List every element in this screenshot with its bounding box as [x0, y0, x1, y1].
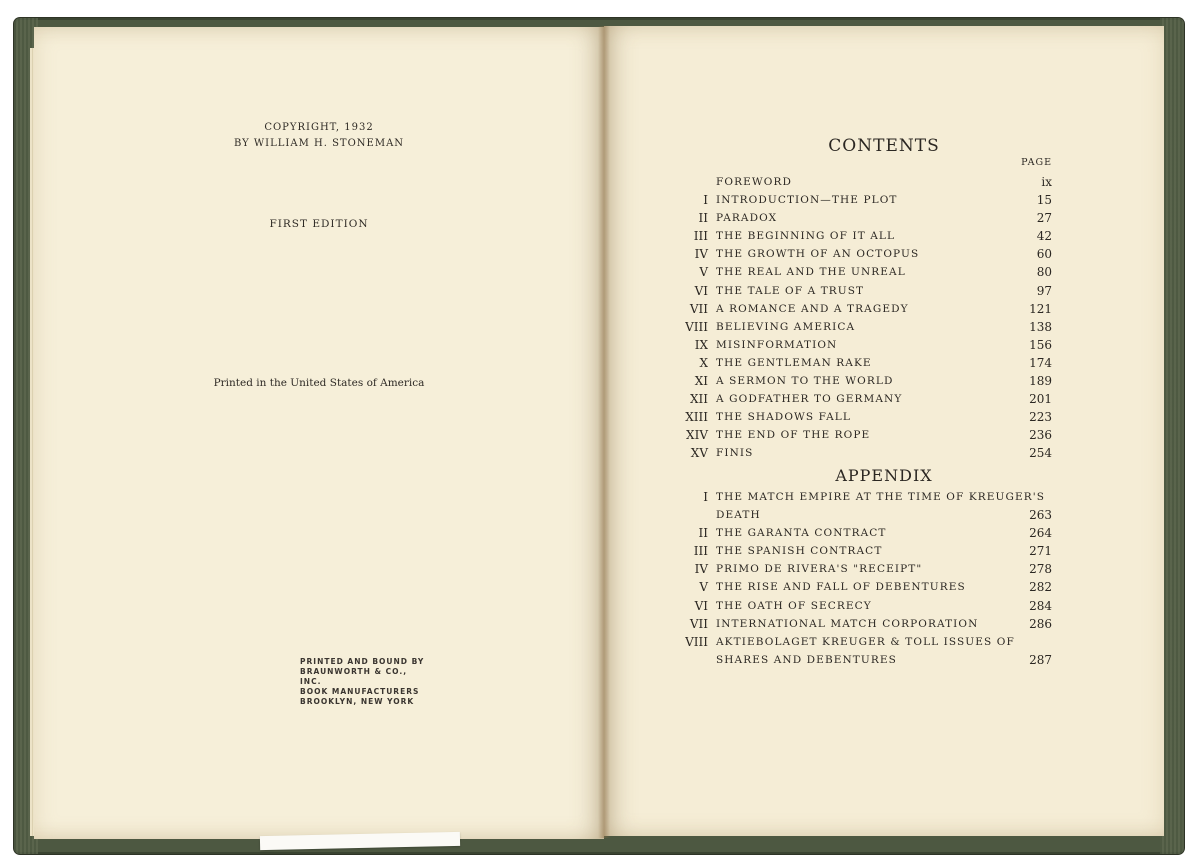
toc-entry [650, 300, 1060, 318]
toc-entry [650, 390, 1060, 408]
toc-entry-title: INTRODUCTION—THE PLOT [716, 194, 898, 207]
toc-entry-number: II [698, 526, 708, 541]
toc-entry-page: 80 [1036, 265, 1052, 280]
contents-list [650, 173, 1060, 463]
toc-entry-number: IX [694, 337, 708, 352]
toc-entry-page: 271 [1029, 544, 1052, 559]
toc-entry-number: III [693, 544, 708, 559]
toc-entry-title: THE GENTLEMAN RAKE [716, 356, 872, 369]
printer-line: BROOKLYN, NEW YORK [300, 697, 415, 706]
toc-entry [650, 488, 1060, 506]
toc-entry [650, 245, 1060, 263]
copyright-line: COPYRIGHT, 1932 [264, 122, 374, 133]
toc-entry-title: THE GROWTH OF AN OCTOPUS [716, 248, 920, 261]
toc-entry-page: 121 [1029, 301, 1052, 316]
toc-entry-title: INTERNATIONAL MATCH CORPORATION [716, 617, 979, 630]
toc-entry [650, 597, 1060, 615]
toc-entry-page: 174 [1029, 355, 1052, 370]
toc-entry [650, 426, 1060, 444]
toc-entry-page: 189 [1029, 374, 1052, 389]
copyright-block [34, 120, 604, 152]
toc-entry-number: VIII [685, 319, 708, 334]
toc-entry-number: I [703, 490, 708, 504]
toc-entry [650, 173, 1060, 191]
toc-entry-number: XI [694, 374, 708, 389]
toc-entry [650, 318, 1060, 336]
toc-entry-title: BELIEVING AMERICA [716, 320, 856, 333]
toc-entry-number: V [699, 265, 708, 280]
toc-entry-number: VII [689, 301, 708, 316]
toc-entry-title: THE TALE OF A TRUST [716, 284, 865, 297]
toc-entry-title: MISINFORMATION [716, 338, 838, 351]
appendix-heading: APPENDIX [835, 466, 933, 485]
toc-entry [650, 354, 1060, 372]
toc-entry-number: VIII [685, 634, 708, 649]
toc-entry-page: 287 [1029, 652, 1052, 667]
toc-entry [650, 227, 1060, 245]
toc-entry-title: PRIMO DE RIVERA'S "RECEIPT" [716, 563, 923, 576]
toc-entry-number: III [693, 229, 708, 244]
toc-entry-title: DEATH [716, 509, 761, 522]
toc-entry-title: THE SPANISH CONTRACT [716, 545, 883, 558]
toc-entry [650, 263, 1060, 281]
author-line: BY WILLIAM H. STONEMAN [233, 138, 405, 149]
toc-entry-page: 42 [1036, 229, 1052, 244]
appendix-list [650, 488, 1060, 669]
toc-entry-page: 254 [1029, 446, 1052, 461]
toc-entry-title: FINIS [716, 447, 754, 460]
toc-entry-number: XIII [685, 410, 708, 425]
toc-entry-number: I [703, 193, 708, 208]
toc-entry-title: THE MATCH EMPIRE AT THE TIME OF KREUGER'S [716, 491, 1046, 503]
toc-entry [650, 524, 1060, 542]
contents-heading: CONTENTS [828, 136, 940, 156]
toc-entry [650, 408, 1060, 426]
toc-entry-title: THE REAL AND THE UNREAL [716, 266, 906, 279]
toc-entry-title: A ROMANCE AND A TRAGEDY [716, 302, 909, 315]
toc-entry-title: A GODFATHER TO GERMANY [716, 393, 903, 406]
toc-entry-page: 286 [1029, 616, 1052, 631]
toc-entry-page: 201 [1029, 392, 1052, 407]
page-column-label: PAGE [1021, 157, 1052, 168]
printer-line: BOOK MANUFACTURERS [300, 687, 420, 696]
toc-entry-page: 27 [1036, 211, 1052, 226]
toc-entry-page: 263 [1029, 508, 1052, 523]
toc-entry-title: FOREWORD [716, 176, 792, 188]
toc-entry-page: 236 [1029, 428, 1052, 443]
toc-entry-page: 138 [1029, 319, 1052, 334]
printer-line: BRAUNWORTH & CO., INC. [300, 667, 408, 686]
toc-entry-page: 223 [1029, 410, 1052, 425]
toc-entry-number: VI [694, 283, 708, 298]
toc-entry-title: THE GARANTA CONTRACT [716, 527, 887, 540]
toc-entry [650, 633, 1060, 651]
toc-entry-number: XII [689, 392, 708, 407]
toc-entry-page: 282 [1029, 580, 1052, 595]
toc-entry-page: ix [1041, 175, 1052, 189]
toc-entry-page: 60 [1036, 247, 1052, 262]
toc-entry-title: THE BEGINNING OF IT ALL [716, 230, 896, 243]
toc-entry-number: VI [694, 598, 708, 613]
toc-entry-page: 264 [1029, 526, 1052, 541]
toc-entry-title: A SERMON TO THE WORLD [716, 375, 894, 388]
toc-entry-page: 278 [1029, 562, 1052, 577]
toc-entry [650, 506, 1060, 524]
toc-entry-number: X [699, 355, 708, 370]
toc-entry-title: PARADOX [716, 212, 778, 225]
printed-in-line: Printed in the United States of America [213, 377, 425, 389]
toc-entry [650, 209, 1060, 227]
toc-entry [650, 191, 1060, 209]
toc-entry-title: THE RISE AND FALL OF DEBENTURES [716, 581, 966, 594]
printer-line: PRINTED AND BOUND BY [300, 657, 425, 666]
toc-entry-title: THE OATH OF SECRECY [716, 599, 872, 612]
toc-entry [650, 282, 1060, 300]
toc-entry-number: IV [694, 562, 708, 577]
toc-entry [650, 578, 1060, 596]
toc-entry-number: II [698, 211, 708, 226]
toc-entry-page: 284 [1029, 598, 1052, 613]
toc-entry [650, 615, 1060, 633]
toc-entry [650, 336, 1060, 354]
toc-entry-number: XIV [686, 428, 708, 443]
printer-imprint [300, 657, 430, 707]
toc-entry-page: 15 [1036, 193, 1052, 208]
toc-entry [650, 372, 1060, 390]
toc-entry-page: 156 [1029, 337, 1052, 352]
toc-entry [650, 560, 1060, 578]
toc-entry [650, 444, 1060, 462]
toc-entry-number: VII [689, 616, 708, 631]
toc-entry-title: THE END OF THE ROPE [716, 429, 871, 442]
toc-entry-number: V [699, 580, 708, 595]
toc-entry-number: IV [694, 247, 708, 262]
toc-entry-title: THE SHADOWS FALL [716, 411, 851, 424]
toc-entry-number: XV [690, 446, 708, 461]
toc-entry [650, 651, 1060, 669]
edition-line: FIRST EDITION [269, 218, 369, 230]
toc-entry-page: 97 [1036, 283, 1052, 298]
toc-entry-title: SHARES AND DEBENTURES [716, 653, 897, 666]
toc-entry [650, 542, 1060, 560]
toc-entry-title: AKTIEBOLAGET KREUGER & TOLL ISSUES OF [716, 635, 1015, 648]
